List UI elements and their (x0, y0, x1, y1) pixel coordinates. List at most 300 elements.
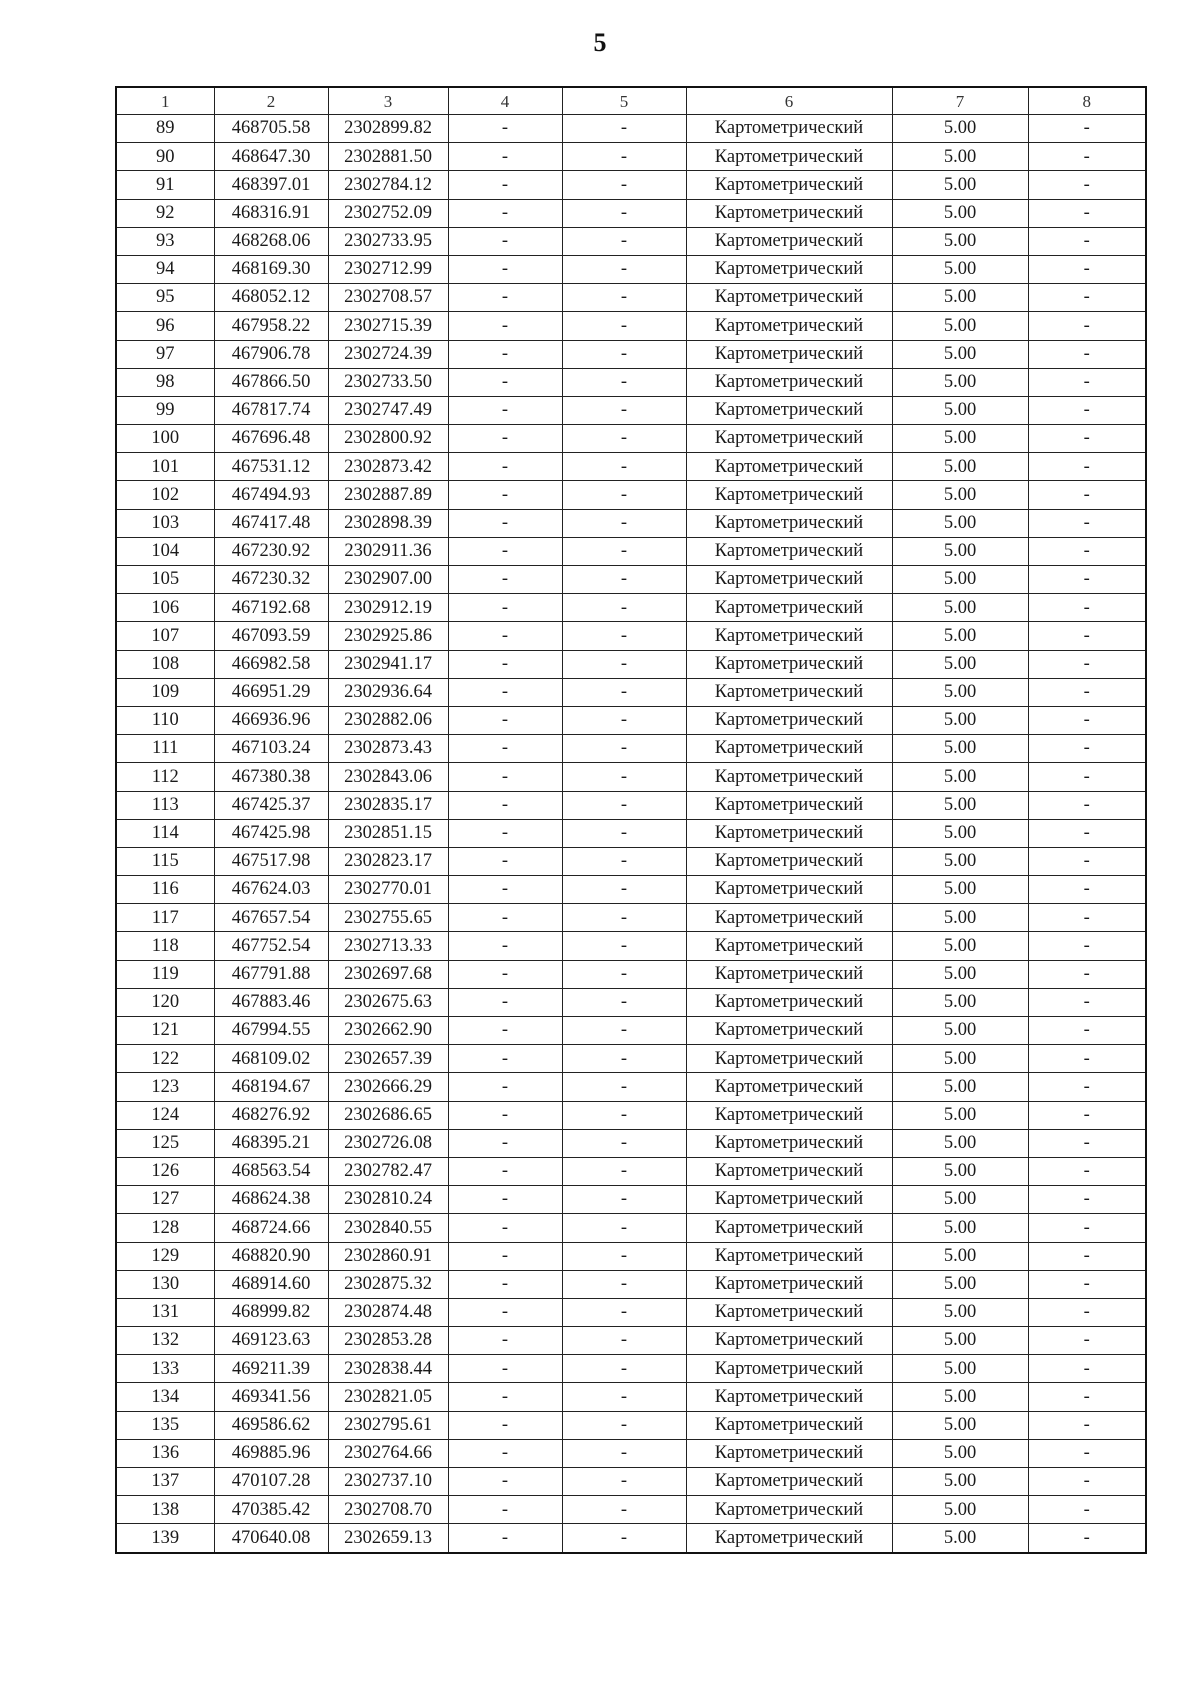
cell-col8-cell: - (1028, 1468, 1146, 1496)
x-coordinate-cell: 468914.60 (214, 1270, 328, 1298)
cell-col5-cell: - (562, 425, 686, 453)
x-coordinate-cell: 467230.92 (214, 537, 328, 565)
method-cell: Картометрический (686, 1355, 892, 1383)
x-coordinate-cell: 467994.55 (214, 1017, 328, 1045)
y-coordinate-cell: 2302675.63 (328, 988, 448, 1016)
point-number-cell: 111 (116, 735, 214, 763)
point-number-cell: 105 (116, 566, 214, 594)
y-coordinate-cell: 2302659.13 (328, 1524, 448, 1553)
accuracy-cell: 5.00 (892, 171, 1028, 199)
y-coordinate-cell: 2302810.24 (328, 1186, 448, 1214)
method-cell: Картометрический (686, 537, 892, 565)
cell-col8-cell: - (1028, 763, 1146, 791)
cell-col8-cell: - (1028, 960, 1146, 988)
x-coordinate-cell: 469341.56 (214, 1383, 328, 1411)
point-number-cell: 103 (116, 509, 214, 537)
table-row (116, 566, 1146, 594)
cell-col4-cell: - (448, 284, 562, 312)
point-number-cell: 136 (116, 1439, 214, 1467)
table-row (116, 1157, 1146, 1185)
method-cell: Картометрический (686, 960, 892, 988)
cell-col4-cell: - (448, 932, 562, 960)
x-coordinate-cell: 470107.28 (214, 1468, 328, 1496)
table-row (116, 1129, 1146, 1157)
x-coordinate-cell: 468563.54 (214, 1157, 328, 1185)
accuracy-cell: 5.00 (892, 1298, 1028, 1326)
cell-col4-cell: - (448, 650, 562, 678)
cell-col8-cell: - (1028, 1186, 1146, 1214)
table-row (116, 255, 1146, 283)
accuracy-cell: 5.00 (892, 509, 1028, 537)
point-number-cell: 126 (116, 1157, 214, 1185)
method-cell: Картометрический (686, 1186, 892, 1214)
table-row (116, 1298, 1146, 1326)
y-coordinate-cell: 2302657.39 (328, 1045, 448, 1073)
table-row (116, 340, 1146, 368)
point-number-cell: 104 (116, 537, 214, 565)
method-cell: Картометрический (686, 425, 892, 453)
cell-col4-cell: - (448, 847, 562, 875)
table-row (116, 1439, 1146, 1467)
point-number-cell: 116 (116, 876, 214, 904)
method-cell: Картометрический (686, 622, 892, 650)
point-number-cell: 124 (116, 1101, 214, 1129)
x-coordinate-cell: 466936.96 (214, 706, 328, 734)
cell-col8-cell: - (1028, 791, 1146, 819)
cell-col5-cell: - (562, 650, 686, 678)
cell-col4-cell: - (448, 1355, 562, 1383)
cell-col4-cell: - (448, 1214, 562, 1242)
y-coordinate-cell: 2302898.39 (328, 509, 448, 537)
cell-col8-cell: - (1028, 678, 1146, 706)
cell-col5-cell: - (562, 227, 686, 255)
point-number-cell: 131 (116, 1298, 214, 1326)
cell-col5-cell: - (562, 594, 686, 622)
table-body (116, 87, 1146, 1553)
accuracy-cell: 5.00 (892, 960, 1028, 988)
cell-col5-cell: - (562, 368, 686, 396)
method-cell: Картометрический (686, 396, 892, 424)
cell-col8-cell: - (1028, 115, 1146, 143)
cell-col4-cell: - (448, 988, 562, 1016)
point-number-cell: 128 (116, 1214, 214, 1242)
cell-col4-cell: - (448, 1411, 562, 1439)
cell-col5-cell: - (562, 537, 686, 565)
y-coordinate-cell: 2302875.32 (328, 1270, 448, 1298)
method-cell: Картометрический (686, 1045, 892, 1073)
cell-col5-cell: - (562, 735, 686, 763)
cell-col5-cell: - (562, 340, 686, 368)
cell-col8-cell: - (1028, 425, 1146, 453)
cell-col5-cell: - (562, 876, 686, 904)
point-number-cell: 89 (116, 115, 214, 143)
x-coordinate-cell: 469885.96 (214, 1439, 328, 1467)
cell-col4-cell: - (448, 1524, 562, 1553)
method-cell: Картометрический (686, 735, 892, 763)
cell-col4-cell: - (448, 1129, 562, 1157)
point-number-cell: 133 (116, 1355, 214, 1383)
cell-col5-cell: - (562, 1270, 686, 1298)
method-cell: Картометрический (686, 368, 892, 396)
cell-col8-cell: - (1028, 368, 1146, 396)
point-number-cell: 138 (116, 1496, 214, 1524)
point-number-cell: 127 (116, 1186, 214, 1214)
cell-col5-cell: - (562, 312, 686, 340)
cell-col4-cell: - (448, 876, 562, 904)
cell-col4-cell: - (448, 537, 562, 565)
table-row (116, 960, 1146, 988)
y-coordinate-cell: 2302697.68 (328, 960, 448, 988)
cell-col8-cell: - (1028, 1439, 1146, 1467)
table-row (116, 368, 1146, 396)
accuracy-cell: 5.00 (892, 763, 1028, 791)
cell-col8-cell: - (1028, 199, 1146, 227)
accuracy-cell: 5.00 (892, 143, 1028, 171)
cell-col4-cell: - (448, 566, 562, 594)
y-coordinate-cell: 2302708.70 (328, 1496, 448, 1524)
point-number-cell: 115 (116, 847, 214, 875)
cell-col5-cell: - (562, 904, 686, 932)
column-header-1: 1 (116, 87, 214, 115)
method-cell: Картометрический (686, 1214, 892, 1242)
accuracy-cell: 5.00 (892, 1045, 1028, 1073)
accuracy-cell: 5.00 (892, 1186, 1028, 1214)
table-row (116, 1355, 1146, 1383)
accuracy-cell: 5.00 (892, 396, 1028, 424)
accuracy-cell: 5.00 (892, 255, 1028, 283)
method-cell: Картометрический (686, 1439, 892, 1467)
cell-col8-cell: - (1028, 255, 1146, 283)
accuracy-cell: 5.00 (892, 1129, 1028, 1157)
method-cell: Картометрический (686, 143, 892, 171)
cell-col4-cell: - (448, 1045, 562, 1073)
y-coordinate-cell: 2302800.92 (328, 425, 448, 453)
cell-col8-cell: - (1028, 904, 1146, 932)
method-cell: Картометрический (686, 706, 892, 734)
method-cell: Картометрический (686, 453, 892, 481)
x-coordinate-cell: 468169.30 (214, 255, 328, 283)
point-number-cell: 107 (116, 622, 214, 650)
table-row (116, 622, 1146, 650)
y-coordinate-cell: 2302715.39 (328, 312, 448, 340)
method-cell: Картометрический (686, 312, 892, 340)
cell-col4-cell: - (448, 763, 562, 791)
x-coordinate-cell: 467958.22 (214, 312, 328, 340)
table-row (116, 1017, 1146, 1045)
cell-col4-cell: - (448, 1439, 562, 1467)
table-row (116, 1073, 1146, 1101)
cell-col4-cell: - (448, 143, 562, 171)
accuracy-cell: 5.00 (892, 1101, 1028, 1129)
accuracy-cell: 5.00 (892, 594, 1028, 622)
cell-col4-cell: - (448, 453, 562, 481)
point-number-cell: 94 (116, 255, 214, 283)
x-coordinate-cell: 469123.63 (214, 1327, 328, 1355)
method-cell: Картометрический (686, 481, 892, 509)
y-coordinate-cell: 2302726.08 (328, 1129, 448, 1157)
cell-col4-cell: - (448, 227, 562, 255)
cell-col4-cell: - (448, 255, 562, 283)
method-cell: Картометрический (686, 171, 892, 199)
y-coordinate-cell: 2302712.99 (328, 255, 448, 283)
cell-col4-cell: - (448, 735, 562, 763)
method-cell: Картометрический (686, 115, 892, 143)
cell-col4-cell: - (448, 1017, 562, 1045)
point-number-cell: 98 (116, 368, 214, 396)
point-number-cell: 119 (116, 960, 214, 988)
column-header-7: 7 (892, 87, 1028, 115)
point-number-cell: 110 (116, 706, 214, 734)
method-cell: Картометрический (686, 1468, 892, 1496)
point-number-cell: 108 (116, 650, 214, 678)
point-number-cell: 106 (116, 594, 214, 622)
y-coordinate-cell: 2302911.36 (328, 537, 448, 565)
method-cell: Картометрический (686, 791, 892, 819)
cell-col8-cell: - (1028, 171, 1146, 199)
y-coordinate-cell: 2302899.82 (328, 115, 448, 143)
cell-col8-cell: - (1028, 143, 1146, 171)
x-coordinate-cell: 467517.98 (214, 847, 328, 875)
cell-col8-cell: - (1028, 453, 1146, 481)
accuracy-cell: 5.00 (892, 904, 1028, 932)
cell-col5-cell: - (562, 453, 686, 481)
accuracy-cell: 5.00 (892, 1214, 1028, 1242)
table-row (116, 227, 1146, 255)
cell-col8-cell: - (1028, 537, 1146, 565)
x-coordinate-cell: 469211.39 (214, 1355, 328, 1383)
accuracy-cell: 5.00 (892, 791, 1028, 819)
cell-col5-cell: - (562, 1468, 686, 1496)
point-number-cell: 91 (116, 171, 214, 199)
y-coordinate-cell: 2302737.10 (328, 1468, 448, 1496)
x-coordinate-cell: 467791.88 (214, 960, 328, 988)
y-coordinate-cell: 2302662.90 (328, 1017, 448, 1045)
column-header-8: 8 (1028, 87, 1146, 115)
table-row (116, 481, 1146, 509)
method-cell: Картометрический (686, 1524, 892, 1553)
cell-col5-cell: - (562, 1298, 686, 1326)
page-number: 5 (593, 28, 607, 57)
table-row (116, 1327, 1146, 1355)
cell-col8-cell: - (1028, 1298, 1146, 1326)
y-coordinate-cell: 2302764.66 (328, 1439, 448, 1467)
cell-col8-cell: - (1028, 988, 1146, 1016)
y-coordinate-cell: 2302851.15 (328, 819, 448, 847)
point-number-cell: 132 (116, 1327, 214, 1355)
cell-col4-cell: - (448, 706, 562, 734)
accuracy-cell: 5.00 (892, 284, 1028, 312)
method-cell: Картометрический (686, 1157, 892, 1185)
cell-col8-cell: - (1028, 1129, 1146, 1157)
x-coordinate-cell: 470640.08 (214, 1524, 328, 1553)
table-row (116, 876, 1146, 904)
method-cell: Картометрический (686, 594, 892, 622)
point-number-cell: 99 (116, 396, 214, 424)
accuracy-cell: 5.00 (892, 1439, 1028, 1467)
cell-col4-cell: - (448, 791, 562, 819)
table-row (116, 650, 1146, 678)
cell-col4-cell: - (448, 594, 562, 622)
point-number-cell: 114 (116, 819, 214, 847)
y-coordinate-cell: 2302907.00 (328, 566, 448, 594)
cell-col5-cell: - (562, 1186, 686, 1214)
cell-col8-cell: - (1028, 227, 1146, 255)
cell-col4-cell: - (448, 312, 562, 340)
method-cell: Картометрический (686, 678, 892, 706)
cell-col8-cell: - (1028, 509, 1146, 537)
table-row (116, 1411, 1146, 1439)
y-coordinate-cell: 2302838.44 (328, 1355, 448, 1383)
x-coordinate-cell: 467696.48 (214, 425, 328, 453)
cell-col5-cell: - (562, 763, 686, 791)
method-cell: Картометрический (686, 847, 892, 875)
cell-col8-cell: - (1028, 1496, 1146, 1524)
cell-col5-cell: - (562, 932, 686, 960)
accuracy-cell: 5.00 (892, 932, 1028, 960)
cell-col8-cell: - (1028, 566, 1146, 594)
y-coordinate-cell: 2302733.95 (328, 227, 448, 255)
table-row (116, 425, 1146, 453)
accuracy-cell: 5.00 (892, 1524, 1028, 1553)
cell-col8-cell: - (1028, 1524, 1146, 1553)
x-coordinate-cell: 467624.03 (214, 876, 328, 904)
accuracy-cell: 5.00 (892, 1073, 1028, 1101)
point-number-cell: 125 (116, 1129, 214, 1157)
cell-col5-cell: - (562, 1439, 686, 1467)
method-cell: Картометрический (686, 1298, 892, 1326)
table-row (116, 1045, 1146, 1073)
x-coordinate-cell: 468395.21 (214, 1129, 328, 1157)
table-row (116, 1383, 1146, 1411)
cell-col8-cell: - (1028, 847, 1146, 875)
table-row (116, 143, 1146, 171)
x-coordinate-cell: 468999.82 (214, 1298, 328, 1326)
cell-col4-cell: - (448, 678, 562, 706)
accuracy-cell: 5.00 (892, 115, 1028, 143)
method-cell: Картометрический (686, 819, 892, 847)
point-number-cell: 101 (116, 453, 214, 481)
y-coordinate-cell: 2302708.57 (328, 284, 448, 312)
method-cell: Картометрический (686, 1383, 892, 1411)
column-header-2: 2 (214, 87, 328, 115)
table-row (116, 1214, 1146, 1242)
point-number-cell: 95 (116, 284, 214, 312)
cell-col5-cell: - (562, 847, 686, 875)
cell-col8-cell: - (1028, 1157, 1146, 1185)
point-number-cell: 109 (116, 678, 214, 706)
point-number-cell: 137 (116, 1468, 214, 1496)
y-coordinate-cell: 2302936.64 (328, 678, 448, 706)
accuracy-cell: 5.00 (892, 1411, 1028, 1439)
method-cell: Картометрический (686, 1017, 892, 1045)
y-coordinate-cell: 2302784.12 (328, 171, 448, 199)
cell-col5-cell: - (562, 1129, 686, 1157)
cell-col8-cell: - (1028, 1327, 1146, 1355)
cell-col4-cell: - (448, 1468, 562, 1496)
cell-col8-cell: - (1028, 706, 1146, 734)
cell-col4-cell: - (448, 115, 562, 143)
accuracy-cell: 5.00 (892, 1017, 1028, 1045)
y-coordinate-cell: 2302666.29 (328, 1073, 448, 1101)
cell-col4-cell: - (448, 1383, 562, 1411)
x-coordinate-cell: 467866.50 (214, 368, 328, 396)
table-row (116, 284, 1146, 312)
accuracy-cell: 5.00 (892, 537, 1028, 565)
x-coordinate-cell: 468647.30 (214, 143, 328, 171)
table-row (116, 847, 1146, 875)
method-cell: Картометрический (686, 1270, 892, 1298)
method-cell: Картометрический (686, 1496, 892, 1524)
method-cell: Картометрический (686, 566, 892, 594)
cell-col8-cell: - (1028, 735, 1146, 763)
cell-col8-cell: - (1028, 1411, 1146, 1439)
x-coordinate-cell: 468109.02 (214, 1045, 328, 1073)
cell-col4-cell: - (448, 1101, 562, 1129)
cell-col4-cell: - (448, 340, 562, 368)
column-header-5: 5 (562, 87, 686, 115)
y-coordinate-cell: 2302874.48 (328, 1298, 448, 1326)
accuracy-cell: 5.00 (892, 988, 1028, 1016)
cell-col5-cell: - (562, 1383, 686, 1411)
x-coordinate-cell: 467230.32 (214, 566, 328, 594)
y-coordinate-cell: 2302873.43 (328, 735, 448, 763)
accuracy-cell: 5.00 (892, 199, 1028, 227)
table-row (116, 509, 1146, 537)
cell-col8-cell: - (1028, 932, 1146, 960)
y-coordinate-cell: 2302752.09 (328, 199, 448, 227)
cell-col4-cell: - (448, 1327, 562, 1355)
table-row (116, 763, 1146, 791)
point-number-cell: 120 (116, 988, 214, 1016)
x-coordinate-cell: 467883.46 (214, 988, 328, 1016)
cell-col8-cell: - (1028, 594, 1146, 622)
table-row (116, 1101, 1146, 1129)
cell-col4-cell: - (448, 199, 562, 227)
cell-col5-cell: - (562, 1496, 686, 1524)
point-number-cell: 93 (116, 227, 214, 255)
column-header-4: 4 (448, 87, 562, 115)
y-coordinate-cell: 2302835.17 (328, 791, 448, 819)
cell-col4-cell: - (448, 481, 562, 509)
accuracy-cell: 5.00 (892, 1157, 1028, 1185)
accuracy-cell: 5.00 (892, 622, 1028, 650)
x-coordinate-cell: 467494.93 (214, 481, 328, 509)
accuracy-cell: 5.00 (892, 1327, 1028, 1355)
cell-col4-cell: - (448, 171, 562, 199)
table-row (116, 735, 1146, 763)
cell-col8-cell: - (1028, 284, 1146, 312)
cell-col8-cell: - (1028, 396, 1146, 424)
accuracy-cell: 5.00 (892, 876, 1028, 904)
cell-col5-cell: - (562, 255, 686, 283)
y-coordinate-cell: 2302713.33 (328, 932, 448, 960)
cell-col5-cell: - (562, 284, 686, 312)
accuracy-cell: 5.00 (892, 1242, 1028, 1270)
x-coordinate-cell: 468268.06 (214, 227, 328, 255)
cell-col4-cell: - (448, 425, 562, 453)
x-coordinate-cell: 467103.24 (214, 735, 328, 763)
y-coordinate-cell: 2302724.39 (328, 340, 448, 368)
cell-col5-cell: - (562, 115, 686, 143)
x-coordinate-cell: 467380.38 (214, 763, 328, 791)
cell-col5-cell: - (562, 396, 686, 424)
accuracy-cell: 5.00 (892, 481, 1028, 509)
cell-col5-cell: - (562, 1101, 686, 1129)
cell-col5-cell: - (562, 1355, 686, 1383)
y-coordinate-cell: 2302770.01 (328, 876, 448, 904)
accuracy-cell: 5.00 (892, 425, 1028, 453)
x-coordinate-cell: 468316.91 (214, 199, 328, 227)
